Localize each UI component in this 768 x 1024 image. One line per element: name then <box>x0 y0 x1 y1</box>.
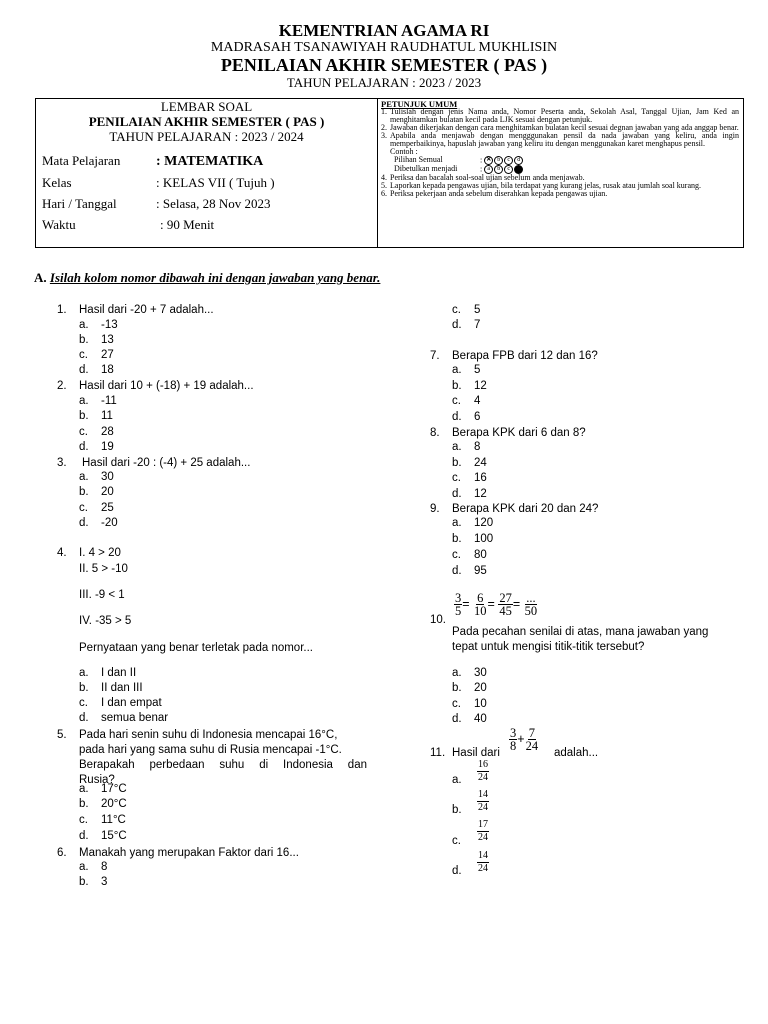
fraction: $\frac{27}{45}$ <box>499 591 512 618</box>
instruction-item: 1. Tulislah dengan jenis Nama anda, Nomor Peserta anda, Sekolah Asal, Tanggal Ujian, Jam Ked an menghitamkan bulatan kecil pada LJK sesuai dengan petunjuk. <box>381 107 739 124</box>
bubble-d-icon: d <box>514 156 523 165</box>
option-fraction: $\frac{14}{24}$ <box>478 789 488 813</box>
question-text: pada hari yang sama suhu di Rusia mencapai -1°C. <box>79 744 342 756</box>
instruction-item: 4. Periksa dan bacalah soal-soal ujian sebelum anda menjawab. <box>381 173 585 182</box>
bubble-b-icon: b <box>494 165 503 174</box>
academic-year: TAHUN PELAJARAN : 2023 / 2023 <box>286 75 482 90</box>
question-text: Berapakah perbedaan suhu di Indonesia dan <box>79 759 367 771</box>
bubble-a-icon: a <box>484 165 493 174</box>
sheet-year: TAHUN PELAJARAN : 2023 / 2024 <box>109 129 304 144</box>
crossed-bubble-icon: ✕ <box>486 157 492 163</box>
fraction: $\frac{6}{10}$ <box>474 591 487 618</box>
option-fraction: $\frac{17}{24}$ <box>478 819 488 843</box>
instruction-item: 6. Periksa pekerjaan anda sebelum diserahkan kepada pengawas ujian. <box>381 189 608 198</box>
ministry-title: KEMENTRIAN AGAMA RI <box>278 21 490 40</box>
sheet-info: LEMBAR SOAL PENILAIAN AKHIR SEMESTER ( PAS ) TAHUN PELAJARAN : 2023 / 2024 Mata Pelajaran : MATEMATIKA Kelas : KELAS VII ( Tujuh ) Hari / Tanggal : Selasa, 28 Nov 2023 Waktu : 90 Menit <box>36 99 378 247</box>
fraction: $\frac{3}{5}$ <box>455 591 462 618</box>
general-instructions <box>378 99 743 247</box>
statement: IV. -35 > 5 <box>79 615 132 627</box>
question-text: adalah... <box>554 747 599 759</box>
question-text: Rusia? <box>79 774 115 786</box>
subject-value: : MATEMATIKA <box>156 154 264 169</box>
instructions-title: PETUNJUK UMUM <box>381 99 458 109</box>
question-text: Pada pecahan senilai di atas, mana jawaban yang <box>452 626 709 638</box>
option-fraction: $\frac{14}{24}$ <box>478 850 488 874</box>
sheet-title: LEMBAR SOAL <box>160 99 253 114</box>
bubble-b-icon: b <box>494 156 503 165</box>
fraction-equation: $\frac{3}{5}$ = $\frac{6}{10}$ = $\frac{27}{45}$ = $\frac{...}{50}$ <box>455 591 538 618</box>
statement: II. 5 > -10 <box>79 563 128 575</box>
sheet-exam: PENILAIAN AKHIR SEMESTER ( PAS ) <box>88 114 325 129</box>
instruction-item: 5. Laporkan kepada pengawas ujian, bila terdapat yang kurang jelas, rusak atau jumlah soal kurang. <box>381 181 701 190</box>
bubble-c-icon: c <box>504 165 513 174</box>
fraction: $\frac{...}{50}$ <box>524 591 538 618</box>
exam-title: PENILAIAN AKHIR SEMESTER ( PAS ) <box>220 55 548 75</box>
section-instruction: Isilah kolom nomor dibawah ini dengan jawaban yang benar. <box>49 270 381 285</box>
statement: III. -9 < 1 <box>79 589 125 601</box>
info-box <box>35 98 744 248</box>
instruction-example: Contoh : Pilihan Semual : ✕ b c d Dibetulkan menjadi : a b c <box>381 148 739 174</box>
bubble-c-icon: c <box>504 156 513 165</box>
section-heading: A. Isilah kolom nomor dibawah ini dengan jawaban yang benar. <box>34 270 381 285</box>
option-fraction: $\frac{16}{24}$ <box>478 759 488 783</box>
school-name: MADRASAH TSANAWIYAH RAUDHATUL MUKHLISIN <box>210 40 558 55</box>
instruction-item: 3. Apabila anda menjawab dengan mengggunakan pensil da nada jawaban yang keliru, anda ingin memperbaikinya, hapuslah jawaban yang keliru itu dengan menggunakan karet menghapus pensil. <box>381 131 739 148</box>
fraction: $\frac{7}{24}$ <box>525 726 539 753</box>
fraction-sum: $\frac{3}{8}$ + $\frac{7}{24}$ <box>510 726 539 753</box>
page-header <box>0 22 768 90</box>
question-text: tepat untuk mengisi titik-titik tersebut? <box>452 641 645 653</box>
question-text: Pernyataan yang benar terletak pada nomor... <box>79 642 313 654</box>
instruction-item: 2. Jawaban dikerjakan dengan cara menghitamkan bulatan kecil sesuai degnan jawaban yang ada anggap benar. <box>381 123 739 132</box>
fraction: $\frac{3}{8}$ <box>510 726 517 753</box>
